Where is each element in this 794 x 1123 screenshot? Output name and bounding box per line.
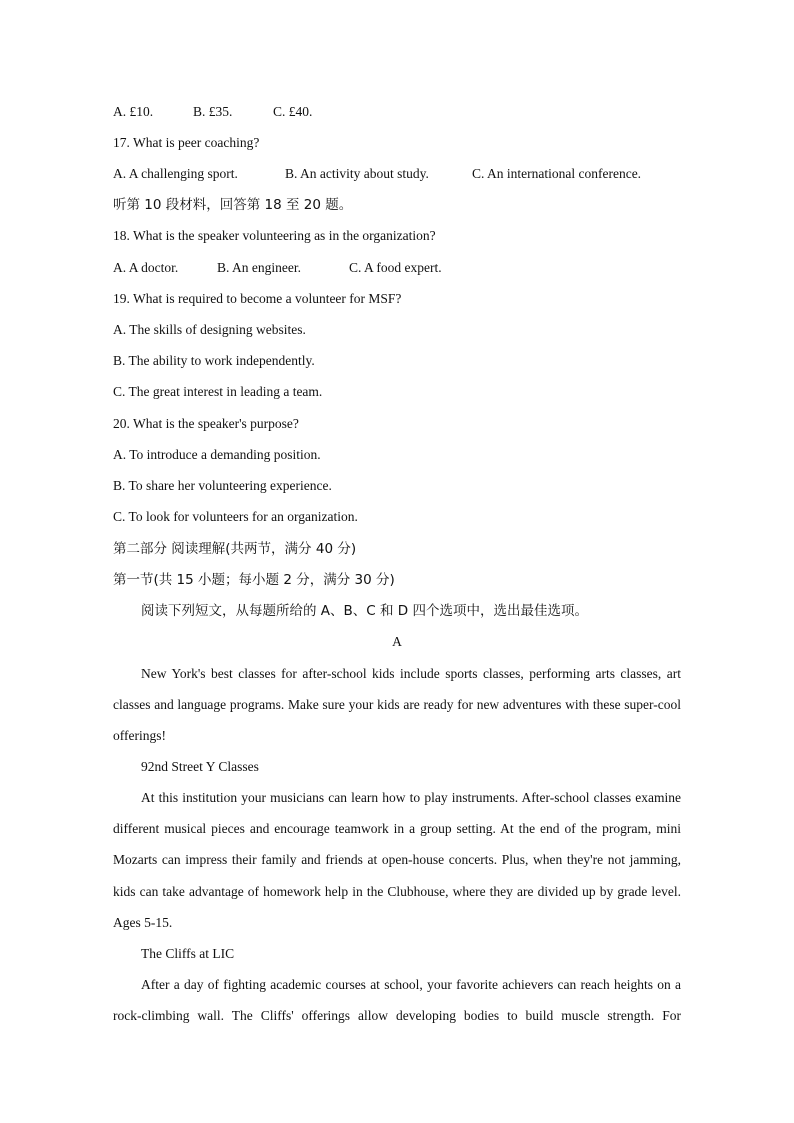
q20-option-c: C. To look for volunteers for an organization. <box>113 509 358 524</box>
q16-option-a: A. £10. <box>113 104 154 119</box>
q20-option-a: A. To introduce a demanding position. <box>113 447 321 462</box>
q17-option-b: B. An activity about study. <box>285 166 429 181</box>
q19-question: 19. What is required to become a volunteer for MSF? <box>113 291 402 306</box>
reading-instruction: 阅读下列短文，从每题所给的 A、B、C 和 D 四个选项中，选出最佳选项。 <box>141 603 588 619</box>
section-10-instruction: 听第 10 段材料，回答第 18 至 20 题。 <box>113 197 353 213</box>
q19-option-c: C. The great interest in leading a team. <box>113 384 323 399</box>
q18-question: 18. What is the speaker volunteering as in the organization? <box>113 228 436 243</box>
class-2-title: The Cliffs at LIC <box>141 946 235 961</box>
passage-intro: New York's best classes for after-school kids include sports classes, performing arts classes, art classes and language programs. Make sure your kids are ready for new adventures with these super-cool offerings! <box>113 666 681 744</box>
q17-option-c: C. An international conference. <box>472 166 642 181</box>
q18-option-b: B. An engineer. <box>217 260 301 275</box>
section-1-title: 第一节(共 15 小题；每小题 2 分，满分 30 分) <box>113 572 395 588</box>
q19-option-a: A. The skills of designing websites. <box>113 322 306 337</box>
part-2-title: 第二部分 阅读理解(共两节，满分 40 分) <box>113 541 357 557</box>
q20-option-b: B. To share her volunteering experience. <box>113 478 332 493</box>
passage-label: A <box>392 634 402 649</box>
q18-option-a: A. A doctor. <box>113 260 179 275</box>
q16-option-c: C. £40. <box>273 104 313 119</box>
q19-option-b: B. The ability to work independently. <box>113 353 315 368</box>
q17-option-a: A. A challenging sport. <box>113 166 238 181</box>
class-1-description: At this institution your musicians can learn how to play instruments. After-school classes examine different musical pieces and encourage teamwork in a group setting. At the end of the program, mini Mozarts can impress their family and friends at open-house concerts. Plus, when they're not jamming, kids can take advantage of homework help in the Clubhouse, where they are divided up by grade level. Ages 5-15. <box>113 790 681 930</box>
q16-option-b: B. £35. <box>193 104 233 119</box>
q17-question: 17. What is peer coaching? <box>113 135 260 150</box>
class-2-description: After a day of fighting academic courses at school, your favorite achievers can reach heights on a rock-climbing wall. The Cliffs' offerings allow developing bodies to build muscle strength. For <box>113 977 681 1024</box>
class-1-title: 92nd Street Y Classes <box>141 759 259 774</box>
q18-option-c: C. A food expert. <box>349 260 442 275</box>
q20-question: 20. What is the speaker's purpose? <box>113 416 299 431</box>
